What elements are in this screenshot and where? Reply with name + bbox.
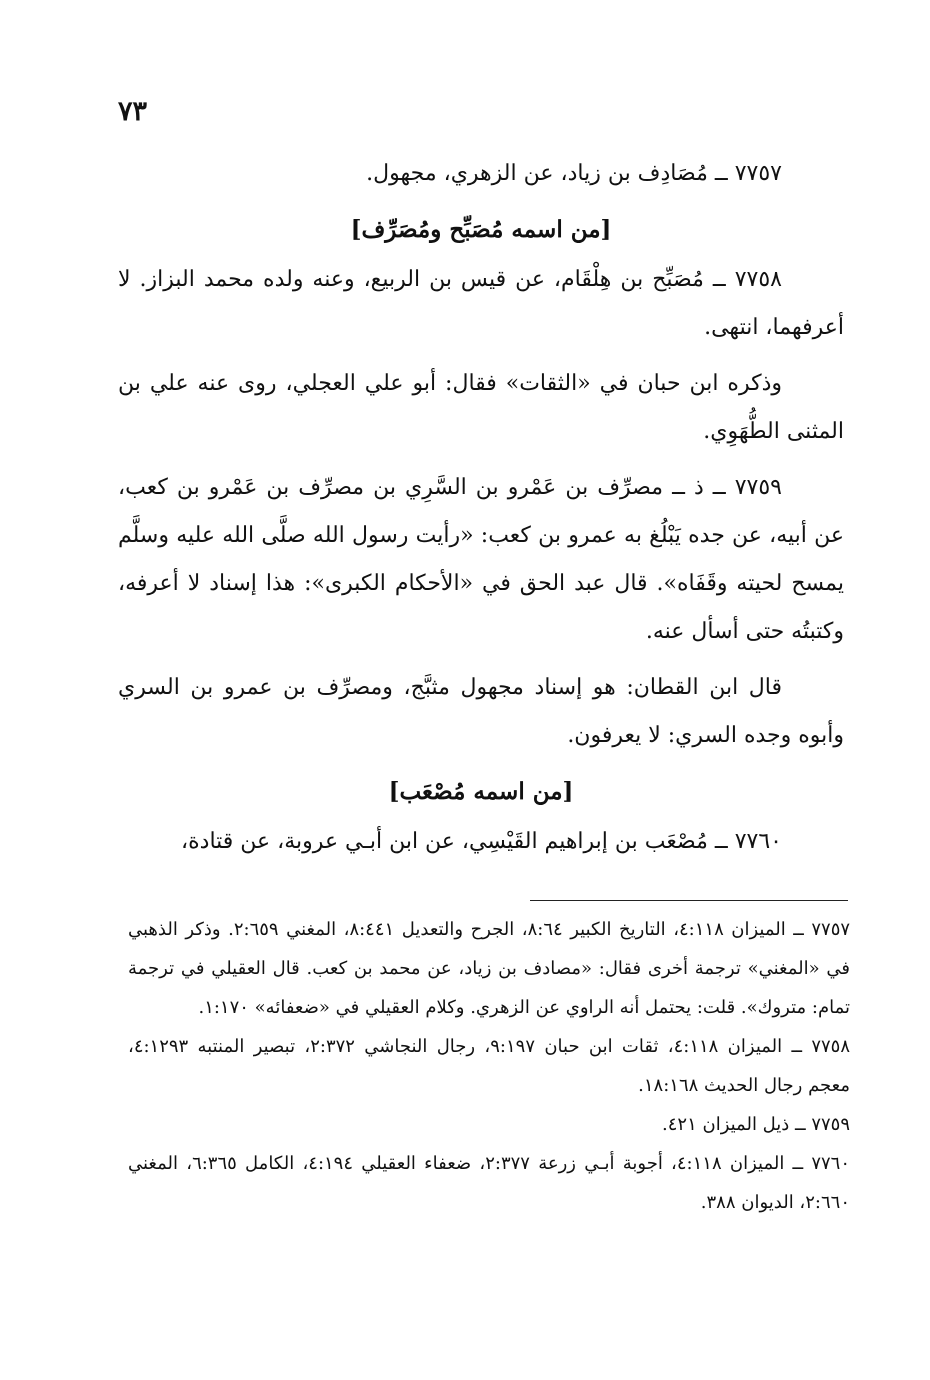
entry-7759-note: قال ابن القطان: هو إسناد مجهول مثبَّج، ومصرِّف بن عمرو بن السري وأبوه وجده السري: لا يعرفون. (118, 675, 844, 748)
entry-7758-note: وذكره ابن حبان في «الثقات» فقال: أبو علي العجلي، روى عنه علي بن المثنى الطُّهَوِي. (118, 371, 844, 444)
footnote-7757: ٧٧٥٧ ــ الميزان ٤:١١٨، التاريخ الكبير ٨:٦٤، الجرح والتعديل ٨:٤٤١، المغني ٢:٦٥٩. وذكر الذهبي في «المغني» ترجمة أخرى فقال: «مصادف بن زياد، عن محمد بن كعب. قال العقيلي في ترجمة تمام: متروك». قلت: يحتمل أنه الراوي عن الزهري. وكلام العقيلي في «ضعفائه» ١:١٧٠. (128, 919, 851, 1018)
footnote-7759: ٧٧٥٩ ــ ذيل الميزان ٤٢١. (662, 1114, 850, 1135)
section-heading-musab: [من اسمه مُصْعَب] (388, 778, 574, 805)
main-text (118, 150, 844, 874)
footnote-7760: ٧٧٦٠ ــ الميزان ٤:١١٨، أجوبة أبـي زرعة ٢:٣٧٧، ضعفاء العقيلي ٤:١٩٤، الكامل ٦:٣٦٥، المغني ٢:٦٦٠، الديوان ٣٨٨. (128, 1153, 851, 1213)
entry-7759: ٧٧٥٩ ــ ذ ــ مصرِّف بن عَمْرو بن السَّرِي بن مصرِّف بن عَمْرو بن كعب، عن أبيه، عن جده يَبْلُغ به عمرو بن كعب: «رأيت رسول الله صلَّى الله عليه وسلَّم يمسح لحيته وقَفَاه». قال عبد الحق في «الأحكام الكبرى»: هذا إسناد لا أعرفه، وكتبتُه حتى أسأل عنه. (118, 475, 844, 644)
entry-7758: ٧٧٥٨ ــ مُصَبِّح بن هِلْقَام، عن قيس بن الربيع، وعنه ولده محمد البزاز. لا أعرفهما، انتهى. (118, 267, 844, 340)
section-heading-musabbih: [من اسمه مُصَبِّح ومُصَرِّف] (350, 216, 612, 243)
footnotes (128, 910, 850, 1222)
entry-7760: ٧٧٦٠ ــ مُصْعَب بن إبراهيم القَيْسِي، عن ابن أبـي عروبة، عن قتادة، (181, 829, 782, 854)
page-number: ٧٣ (118, 96, 148, 127)
entry-7757: ٧٧٥٧ ــ مُصَادِف بن زياد، عن الزهري، مجهول. (366, 161, 782, 186)
footnote-divider (530, 900, 848, 901)
footnote-7758: ٧٧٥٨ ــ الميزان ٤:١١٨، ثقات ابن حبان ٩:١٩٧، رجال النجاشي ٢:٣٧٢، تبصير المنتبه ٤:١٢٩٣، معجم رجال الحديث ١٨:١٦٨. (128, 1036, 851, 1096)
